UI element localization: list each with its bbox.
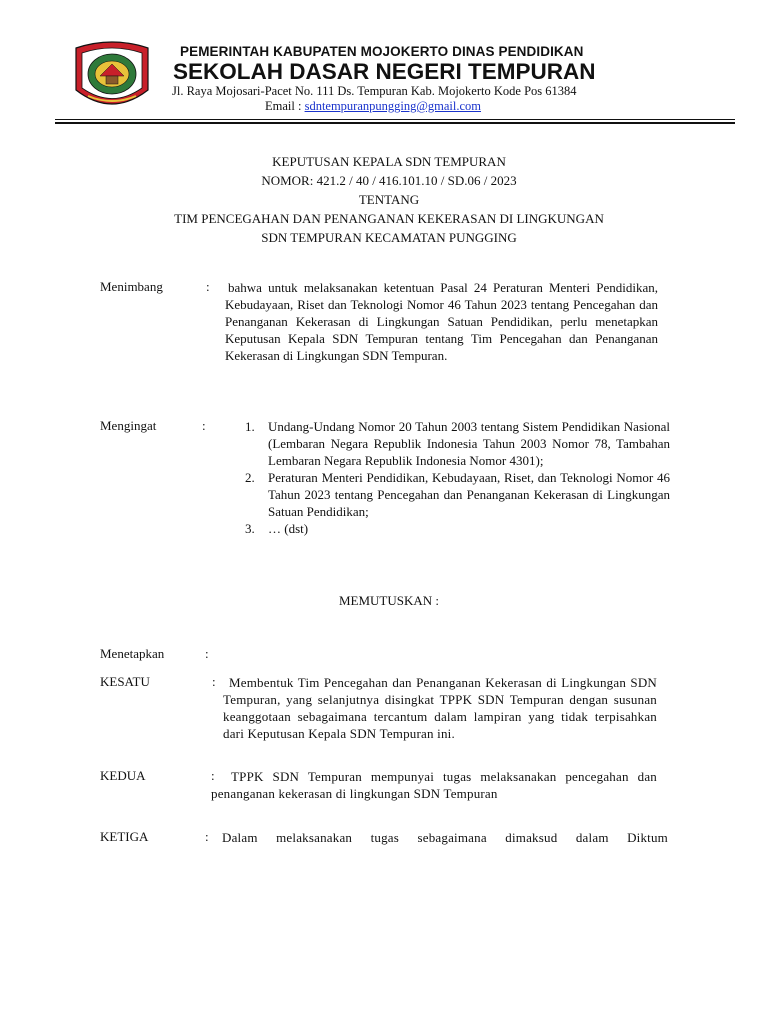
menimbang-colon: : xyxy=(206,279,210,294)
list-item xyxy=(245,520,670,537)
decree-title-block xyxy=(100,152,678,247)
email-link[interactable]: sdntempuranpungging@gmail.com xyxy=(304,99,481,113)
kedua-text: TPPK SDN Tempuran mempunyai tugas melaksanakan pencegahan dan penanganan kekerasan di lingkungan SDN Tempuran xyxy=(211,769,657,801)
mengingat-list xyxy=(245,418,670,537)
decree-subject-line2: SDN TEMPURAN KECAMATAN PUNGGING xyxy=(261,230,517,245)
school-emblem-icon xyxy=(62,36,162,116)
list-item-text: Undang-Undang Nomor 20 Tahun 2003 tentang Sistem Pendidikan Nasional (Lembaran Negara Republik Indonesia Tahun 2003 Nomor 78, Tambahan Lembaran Negara Republik Indonesia Nomor 4301); xyxy=(268,419,670,468)
menimbang-label: Menimbang xyxy=(100,279,163,294)
list-item-text: Peraturan Menteri Pendidikan, Kebudayaan, Riset, dan Teknologi Nomor 46 Tahun 2023 tentang Pencegahan dan Penanganan Kekerasan di Lingkungan Satuan Pendidikan; xyxy=(268,470,670,519)
ketiga-text: Dalam melaksanakan tugas sebagaimana dimaksud dalam Diktum xyxy=(222,830,668,845)
decree-title: KEPUTUSAN KEPALA SDN TEMPURAN xyxy=(272,154,506,169)
kesatu-colon: : xyxy=(212,674,216,689)
ketiga-label: KETIGA xyxy=(100,829,149,844)
email-label: Email : xyxy=(265,99,305,113)
menimbang-text: bahwa untuk melaksanakan ketentuan Pasal 24 Peraturan Menteri Pendidikan, Kebudayaan, Riset dan Teknologi Nomor 46 Tahun 2023 tentang Pencegahan dan Penanganan Kekerasan di Lingkungan Satuan Pendidikan, perlu menetapkan Keputusan Kepala SDN Tempuran tentang Tim Pencegahan dan Penanganan Kekerasan di Lingkungan SDN Tempuran. xyxy=(225,280,658,363)
decree-about: TENTANG xyxy=(358,192,420,207)
letterhead-school-name: SEKOLAH DASAR NEGERI TEMPURAN xyxy=(173,59,596,84)
list-item xyxy=(245,418,670,469)
list-item-number: 1. xyxy=(245,419,255,434)
letterhead-government-line: PEMERINTAH KABUPATEN MOJOKERTO DINAS PENDIDIKAN xyxy=(180,44,584,59)
letterhead-email-row xyxy=(265,99,665,114)
menetapkan-label: Menetapkan xyxy=(100,646,165,661)
mengingat-label: Mengingat xyxy=(100,418,157,433)
memutuskan-heading: MEMUTUSKAN : xyxy=(338,593,440,608)
letterhead-divider-thick xyxy=(55,122,735,124)
decree-number: NOMOR: 421.2 / 40 / 416.101.10 / SD.06 / 2023 xyxy=(261,173,517,188)
letterhead-divider-thin xyxy=(55,119,735,120)
mengingat-colon: : xyxy=(202,418,206,433)
kedua-label: KEDUA xyxy=(100,768,146,783)
kesatu-label: KESATU xyxy=(100,674,150,689)
ketiga-colon: : xyxy=(205,829,209,844)
list-item xyxy=(245,469,670,520)
menetapkan-colon: : xyxy=(205,646,209,661)
list-item-text: … (dst) xyxy=(268,521,309,536)
decree-subject-line1: TIM PENCEGAHAN DAN PENANGANAN KEKERASAN DI LINGKUNGAN xyxy=(174,211,604,226)
list-item-number: 3. xyxy=(245,521,255,536)
list-item-number: 2. xyxy=(245,470,255,485)
letterhead-address: Jl. Raya Mojosari-Pacet No. 111 Ds. Tempuran Kab. Mojokerto Kode Pos 61384 xyxy=(172,84,577,98)
kesatu-text: Membentuk Tim Pencegahan dan Penanganan Kekerasan di Lingkungan SDN Tempuran, yang selanjutnya disingkat TPPK SDN Tempuran dengan susunan keanggotaan sebagaimana tercantum dalam lampiran yang tidak terpisahkan dari Keputusan Kepala SDN Tempuran ini. xyxy=(223,675,657,741)
kedua-colon: : xyxy=(211,768,215,783)
